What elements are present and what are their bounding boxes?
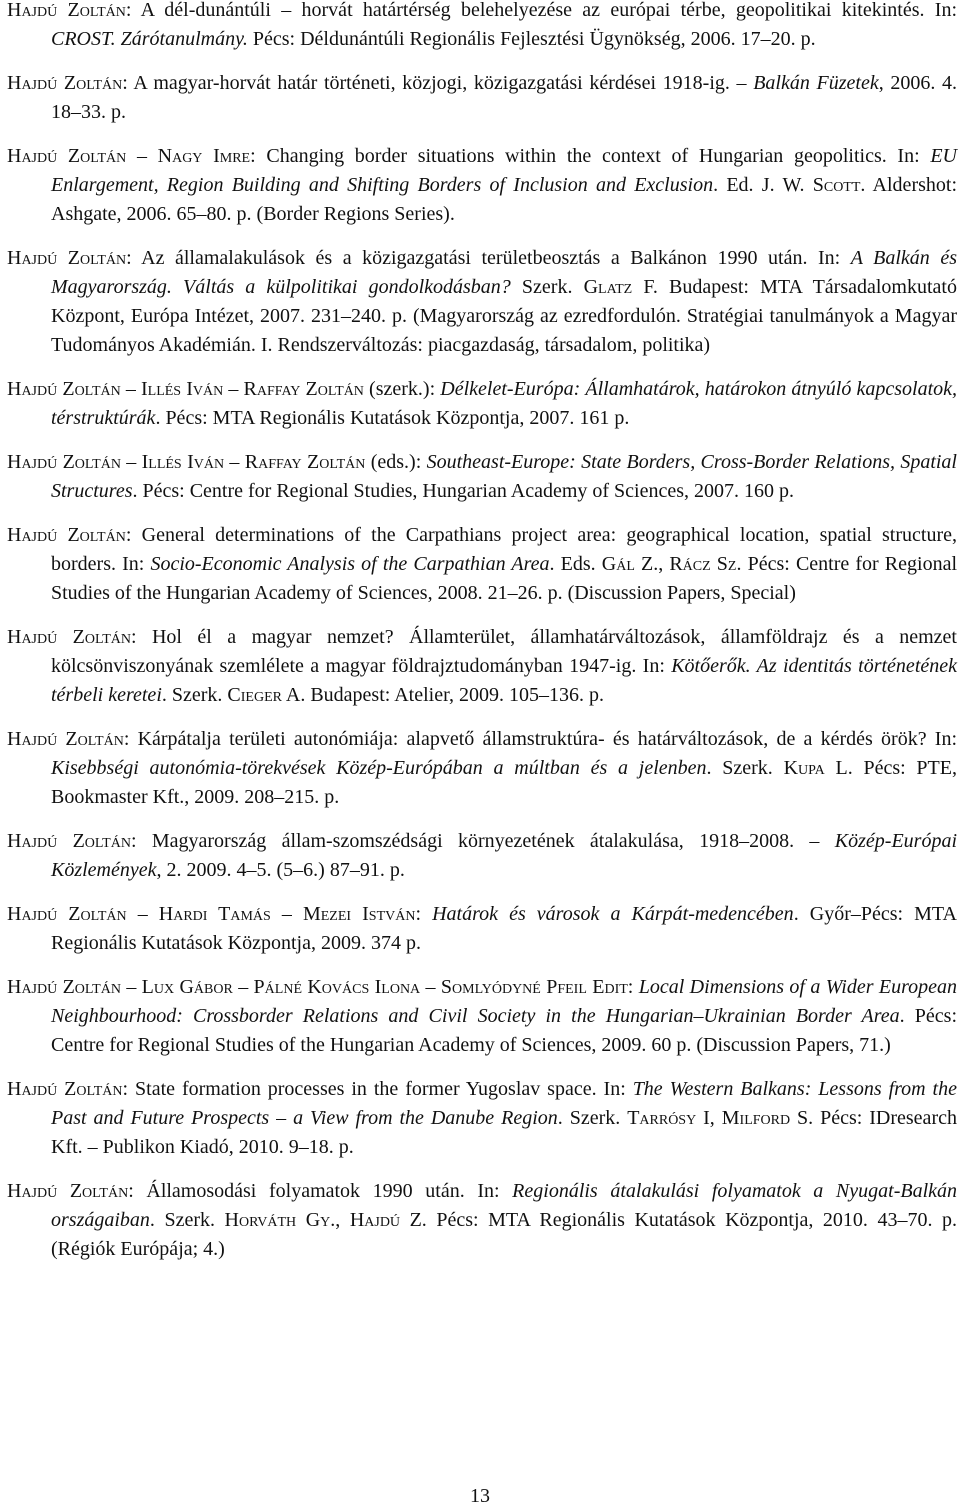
author-name: Kupa [783, 757, 825, 779]
title-text: Kisebbségi autonómia-törekvések Közép-Európában a múltban és a jelenben [51, 757, 707, 779]
entry-text: (eds.): [365, 451, 427, 473]
title-text: Southeast-Europe: State Borders, Cross-Border Relations, Spatial Structures [51, 451, 957, 502]
title-text: Regionális átalakulási folyamatok a Nyugat-Balkán országaiban [51, 1180, 958, 1231]
author-name: Hajdú Zoltán – Illés Iván – Raffay Zoltán [7, 378, 364, 400]
entry-text: : A magyar-horvát határ történeti, közjogi, közigazgatási kérdései 1918-ig. – [122, 72, 754, 94]
bibliography-entry [7, 1177, 957, 1264]
bibliography-entry [7, 1075, 957, 1162]
title-text: Közép-Európai Közlemények [51, 830, 957, 881]
author-name: Hajdú Zoltán [7, 830, 131, 852]
author-name: Hajdú Zoltán [7, 524, 126, 546]
entry-text: , [335, 1209, 350, 1231]
entry-text: (szerk.): [363, 378, 441, 400]
entry-text: . Szerk. [161, 684, 228, 706]
title-text: Balkán Füzetek [753, 72, 879, 94]
entry-text: : State formation processes in the former Yugoslav space. In: [122, 1078, 633, 1100]
title-text: Kötőerők. Az identitás történetének térbeli keretei [51, 655, 957, 706]
author-name: Glatz [583, 276, 633, 298]
entry-text: A. Budapest: Atelier, 2009. 105–136. p. [281, 684, 604, 706]
entry-text: : General determinations of the Carpathians project area: geographical location, spatial structure, borders. In: [51, 524, 957, 575]
entry-text: : Hol él a magyar nemzet? Államterület, államhatárváltozások, államföldrajz és a nemzet kölcsönviszonyának szemlélete a magyar földrajztudományban 1947-ig. In: [51, 626, 957, 677]
entry-text: : A dél-dunántúli – horvát határtérség belehelyezése az európai térbe, geopolitikai kitekintés. In: [125, 0, 957, 21]
author-name: Scott [812, 174, 861, 196]
entry-text: : Changing border situations within the context of Hungarian geopolitics. In: [250, 145, 931, 167]
entry-text: Szerk. [510, 276, 584, 298]
title-text: Délkelet-Európa: Államhatárok, határokon átnyúló kapcsolatok, térstruktúrák [51, 378, 958, 429]
author-name: Cieger [227, 684, 282, 706]
author-name: Hajdú Zoltán – Hardi Tamás – Mezei István [7, 903, 416, 925]
author-name: Hajdú Zoltán [7, 626, 132, 648]
entry-text: . Pécs: MTA Regionális Kutatások Központja, 2007. 161 p. [155, 407, 630, 429]
title-text: Határok és városok a Kárpát-medencében [432, 903, 794, 925]
entry-text: , [658, 553, 670, 575]
entry-text: : Államosodási folyamatok 1990 után. In: [128, 1180, 513, 1202]
bibliography-entry [7, 623, 957, 710]
title-text: Local Dimensions of a Wider European Neighbourhood: Crossborder Relations and Civil Society in the Hungarian–Ukrainian Border Area [51, 976, 957, 1027]
bibliography-entry [7, 0, 957, 54]
entry-text: . Aldershot: Ashgate, 2006. 65–80. p. (Border Regions Series). [51, 174, 957, 225]
title-text: EU Enlargement, Region Building and Shifting Borders of Inclusion and Exclusion [51, 145, 957, 196]
entry-text: . Eds. [549, 553, 602, 575]
entry-text: . Ed. J. W. [713, 174, 813, 196]
entry-text: . Szerk. [149, 1209, 225, 1231]
bibliography-entry [7, 244, 957, 360]
entry-text: : [627, 976, 639, 998]
entry-text: , 2. 2009. 4–5. (5–6.) 87–91. p. [156, 859, 405, 881]
author-name: Horváth Gy. [224, 1209, 336, 1231]
entry-text: S. Pécs: IDresearch Kft. – Publikon Kiadó, 2010. 9–18. p. [51, 1107, 957, 1158]
entry-text: . Pécs: Centre for Regional Studies, Hungarian Academy of Sciences, 2007. 160 p. [132, 480, 795, 502]
bibliography-entry [7, 521, 957, 608]
author-name: Tarrósy [627, 1107, 697, 1129]
bibliography-entry [7, 725, 957, 812]
title-text: The Western Balkans: Lessons from the Past and Future Prospects – a View from the Danube Region [51, 1078, 957, 1129]
author-name: Gál Z. [601, 553, 659, 575]
entry-text: . Győr–Pécs: MTA Regionális Kutatások Központja, 2009. 374 p. [51, 903, 957, 954]
entry-text: . Szerk. [557, 1107, 628, 1129]
entry-text: . Szerk. [706, 757, 784, 779]
author-name: Hajdú Zoltán [7, 1180, 129, 1202]
entry-text: , 2006. 4. 18–33. p. [51, 72, 958, 123]
author-name: Hajdú Zoltán – Lux Gábor – Pálné Kovács Ilona – Somlyódyné Pfeil Edit [7, 976, 628, 998]
entry-text: I, [696, 1107, 722, 1129]
entry-text: : [415, 903, 433, 925]
bibliography-entry [7, 375, 957, 433]
entry-text: : Kárpátalja területi autonómiája: alapvető államstruktúra- és határváltozások, de a kérdés örök? In: [123, 728, 957, 750]
entry-text: F. Budapest: MTA Társadalomkutató Központ, Európa Intézet, 2007. 231–240. p. (Magyarország az ezredfordulón. Stratégiai tanulmányok a Magyar Tudományos Akadémián. I. Rendszerváltozás: piacgazdaság, társadalom, politika) [51, 276, 957, 356]
author-name: Hajdú Zoltán [7, 728, 124, 750]
entry-text: . Pécs: Centre for Regional Studies of the Hungarian Academy of Sciences, 2008. 21–26. p. (Discussion Papers, Special) [51, 553, 958, 604]
bibliography-list [7, 0, 957, 1279]
title-text: Socio-Economic Analysis of the Carpathian Area [150, 553, 550, 575]
bibliography-entry [7, 69, 957, 127]
bibliography-entry [7, 448, 957, 506]
entry-text: Pécs: Déldunántúli Regionális Fejlesztési Ügynökség, 2006. 17–20. p. [247, 28, 816, 50]
entry-text: : Magyarország állam-szomszédsági környezetének átalakulása, 1918–2008. – [130, 830, 835, 852]
bibliography-entry [7, 973, 957, 1060]
page-number: 13 [470, 1485, 490, 1507]
author-name: Hajdú Z. [349, 1209, 427, 1231]
author-name: Hajdú Zoltán [7, 247, 127, 269]
bibliography-entry [7, 142, 957, 229]
bibliography-entry [7, 827, 957, 885]
author-name: Hajdú Zoltán [7, 1078, 123, 1100]
entry-text: L. Pécs: PTE, Bookmaster Kft., 2009. 208–215. p. [51, 757, 957, 808]
author-name: Hajdú Zoltán [7, 0, 126, 21]
title-text: CROST. Zárótanulmány. [51, 28, 248, 50]
bibliography-entry [7, 900, 957, 958]
author-name: Hajdú Zoltán – Illés Iván – Raffay Zoltán [7, 451, 366, 473]
author-name: Hajdú Zoltán – Nagy Imre [7, 145, 251, 167]
author-name: Rácz Sz [669, 553, 737, 575]
author-name: Milford [721, 1107, 791, 1129]
entry-text: : Az államalakulások és a közigazgatási területbeosztás a Balkánon 1990 után. In: [126, 247, 851, 269]
author-name: Hajdú Zoltán [7, 72, 123, 94]
entry-text: Pécs: MTA Regionális Kutatások Központja, 2010. 43–70. p. (Régiók Európája; 4.) [51, 1209, 957, 1260]
entry-text: . Pécs: Centre for Regional Studies of the Hungarian Academy of Sciences, 2009. 60 p. (Discussion Papers, 71.) [51, 1005, 958, 1056]
title-text: A Balkán és Magyarország. Váltás a külpolitikai gondolkodásban? [51, 247, 957, 298]
